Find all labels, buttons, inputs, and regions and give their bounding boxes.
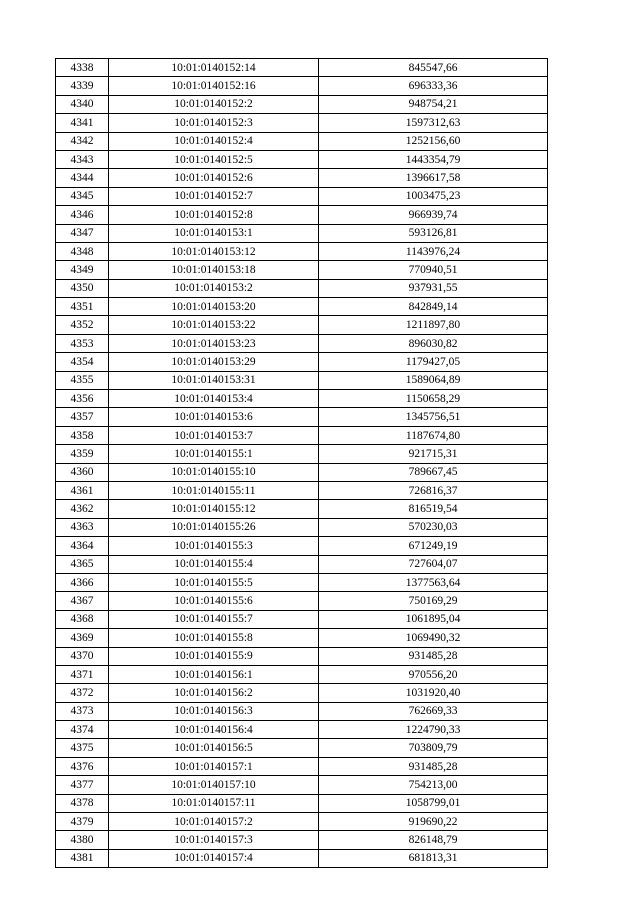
cadastral-value-cell: 1187674,80 — [319, 426, 548, 444]
cadastral-number-cell: 10:01:0140153:20 — [109, 298, 319, 316]
cadastral-value-cell: 1252156,60 — [319, 132, 548, 150]
cadastral-value-cell: 726816,37 — [319, 481, 548, 499]
cadastral-value-cell: 1589064,89 — [319, 371, 548, 389]
row-number-cell: 4345 — [56, 187, 109, 205]
row-number-cell: 4381 — [56, 849, 109, 867]
table-row — [56, 224, 548, 242]
cadastral-number-cell: 10:01:0140156:1 — [109, 665, 319, 683]
cadastral-number-cell: 10:01:0140152:3 — [109, 114, 319, 132]
cadastral-number-cell: 10:01:0140155:26 — [109, 518, 319, 536]
cadastral-value-cell: 931485,28 — [319, 757, 548, 775]
row-number-cell: 4347 — [56, 224, 109, 242]
row-number-cell: 4369 — [56, 629, 109, 647]
cadastral-value-cell: 921715,31 — [319, 445, 548, 463]
table-row — [56, 169, 548, 187]
row-number-cell: 4353 — [56, 334, 109, 352]
table-row — [56, 684, 548, 702]
cadastral-value-cell: 681813,31 — [319, 849, 548, 867]
cadastral-value-cell: 845547,66 — [319, 59, 548, 77]
row-number-cell: 4346 — [56, 206, 109, 224]
cadastral-number-cell: 10:01:0140156:4 — [109, 721, 319, 739]
cadastral-number-cell: 10:01:0140152:5 — [109, 150, 319, 168]
cadastral-number-cell: 10:01:0140156:3 — [109, 702, 319, 720]
table-row — [56, 261, 548, 279]
cadastral-value-cell: 896030,82 — [319, 334, 548, 352]
table-row — [56, 610, 548, 628]
table-row — [56, 592, 548, 610]
cadastral-value-cell: 966939,74 — [319, 206, 548, 224]
cadastral-number-cell: 10:01:0140157:10 — [109, 776, 319, 794]
table-row — [56, 463, 548, 481]
row-number-cell: 4342 — [56, 132, 109, 150]
table-row — [56, 132, 548, 150]
cadastral-value-cell: 1150658,29 — [319, 390, 548, 408]
table-row — [56, 500, 548, 518]
cadastral-number-cell: 10:01:0140157:1 — [109, 757, 319, 775]
table-row — [56, 371, 548, 389]
cadastral-value-cell: 816519,54 — [319, 500, 548, 518]
cadastral-value-cell: 570230,03 — [319, 518, 548, 536]
cadastral-value-cell: 789667,45 — [319, 463, 548, 481]
cadastral-number-cell: 10:01:0140155:10 — [109, 463, 319, 481]
row-number-cell: 4367 — [56, 592, 109, 610]
cadastral-value-cell: 1003475,23 — [319, 187, 548, 205]
cadastral-number-cell: 10:01:0140157:3 — [109, 831, 319, 849]
cadastral-value-cell: 671249,19 — [319, 537, 548, 555]
table-row — [56, 150, 548, 168]
cadastral-number-cell: 10:01:0140155:8 — [109, 629, 319, 647]
cadastral-value-cell: 1396617,58 — [319, 169, 548, 187]
cadastral-value-cell: 1031920,40 — [319, 684, 548, 702]
cadastral-value-cell: 703809,79 — [319, 739, 548, 757]
table-row — [56, 206, 548, 224]
table-row — [56, 647, 548, 665]
table-row — [56, 426, 548, 444]
cadastral-number-cell: 10:01:0140156:2 — [109, 684, 319, 702]
row-number-cell: 4360 — [56, 463, 109, 481]
table-row — [56, 187, 548, 205]
cadastral-value-cell: 1069490,32 — [319, 629, 548, 647]
cadastral-number-cell: 10:01:0140152:6 — [109, 169, 319, 187]
row-number-cell: 4355 — [56, 371, 109, 389]
row-number-cell: 4379 — [56, 813, 109, 831]
cadastral-number-cell: 10:01:0140155:1 — [109, 445, 319, 463]
row-number-cell: 4362 — [56, 500, 109, 518]
cadastral-number-cell: 10:01:0140155:11 — [109, 481, 319, 499]
table-row — [56, 776, 548, 794]
cadastral-value-cell: 826148,79 — [319, 831, 548, 849]
row-number-cell: 4359 — [56, 445, 109, 463]
table-row — [56, 334, 548, 352]
row-number-cell: 4378 — [56, 794, 109, 812]
cadastral-value-cell: 1224790,33 — [319, 721, 548, 739]
cadastral-number-cell: 10:01:0140153:12 — [109, 242, 319, 260]
table-row — [56, 518, 548, 536]
cadastral-number-cell: 10:01:0140157:11 — [109, 794, 319, 812]
row-number-cell: 4380 — [56, 831, 109, 849]
row-number-cell: 4374 — [56, 721, 109, 739]
cadastral-number-cell: 10:01:0140152:4 — [109, 132, 319, 150]
row-number-cell: 4350 — [56, 279, 109, 297]
cadastral-value-cell: 696333,36 — [319, 77, 548, 95]
row-number-cell: 4344 — [56, 169, 109, 187]
cadastral-number-cell: 10:01:0140152:16 — [109, 77, 319, 95]
cadastral-value-cell: 1058799,01 — [319, 794, 548, 812]
table-row — [56, 813, 548, 831]
cadastral-value-cell: 1443354,79 — [319, 150, 548, 168]
table-row — [56, 573, 548, 591]
cadastral-value-cell: 948754,21 — [319, 95, 548, 113]
cadastral-number-cell: 10:01:0140153:31 — [109, 371, 319, 389]
table-row — [56, 408, 548, 426]
cadastral-number-cell: 10:01:0140157:2 — [109, 813, 319, 831]
cadastral-number-cell: 10:01:0140155:5 — [109, 573, 319, 591]
cadastral-value-cell: 970556,20 — [319, 665, 548, 683]
row-number-cell: 4340 — [56, 95, 109, 113]
cadastral-number-cell: 10:01:0140153:6 — [109, 408, 319, 426]
row-number-cell: 4339 — [56, 77, 109, 95]
row-number-cell: 4377 — [56, 776, 109, 794]
table-row — [56, 665, 548, 683]
cadastral-number-cell: 10:01:0140155:4 — [109, 555, 319, 573]
cadastral-number-cell: 10:01:0140152:2 — [109, 95, 319, 113]
cadastral-number-cell: 10:01:0140155:12 — [109, 500, 319, 518]
table-row — [56, 555, 548, 573]
row-number-cell: 4373 — [56, 702, 109, 720]
row-number-cell: 4354 — [56, 353, 109, 371]
table-row — [56, 739, 548, 757]
cadastral-value-cell: 1211897,80 — [319, 316, 548, 334]
cadastral-number-cell: 10:01:0140152:8 — [109, 206, 319, 224]
cadastral-number-cell: 10:01:0140155:6 — [109, 592, 319, 610]
table-row — [56, 831, 548, 849]
cadastral-value-cell: 937931,55 — [319, 279, 548, 297]
cadastral-number-cell: 10:01:0140153:7 — [109, 426, 319, 444]
table-row — [56, 242, 548, 260]
cadastral-number-cell: 10:01:0140156:5 — [109, 739, 319, 757]
table-row — [56, 721, 548, 739]
table-row — [56, 629, 548, 647]
cadastral-value-cell: 593126,81 — [319, 224, 548, 242]
row-number-cell: 4356 — [56, 390, 109, 408]
cadastral-value-cell: 1597312,63 — [319, 114, 548, 132]
row-number-cell: 4366 — [56, 573, 109, 591]
cadastral-value-cell: 842849,14 — [319, 298, 548, 316]
cadastral-number-cell: 10:01:0140155:3 — [109, 537, 319, 555]
table-row — [56, 390, 548, 408]
cadastral-number-cell: 10:01:0140153:2 — [109, 279, 319, 297]
cadastral-value-table — [55, 58, 548, 868]
cadastral-value-cell: 1143976,24 — [319, 242, 548, 260]
table-row — [56, 353, 548, 371]
cadastral-number-cell: 10:01:0140153:29 — [109, 353, 319, 371]
table-row — [56, 298, 548, 316]
table-row — [56, 95, 548, 113]
cadastral-number-cell: 10:01:0140152:7 — [109, 187, 319, 205]
table-row — [56, 279, 548, 297]
cadastral-number-cell: 10:01:0140152:14 — [109, 59, 319, 77]
row-number-cell: 4361 — [56, 481, 109, 499]
row-number-cell: 4358 — [56, 426, 109, 444]
row-number-cell: 4338 — [56, 59, 109, 77]
cadastral-number-cell: 10:01:0140153:22 — [109, 316, 319, 334]
table-row — [56, 794, 548, 812]
row-number-cell: 4365 — [56, 555, 109, 573]
cadastral-number-cell: 10:01:0140153:18 — [109, 261, 319, 279]
cadastral-number-cell: 10:01:0140155:9 — [109, 647, 319, 665]
row-number-cell: 4343 — [56, 150, 109, 168]
table-row — [56, 59, 548, 77]
row-number-cell: 4341 — [56, 114, 109, 132]
cadastral-number-cell: 10:01:0140155:7 — [109, 610, 319, 628]
row-number-cell: 4348 — [56, 242, 109, 260]
row-number-cell: 4372 — [56, 684, 109, 702]
cadastral-number-cell: 10:01:0140153:23 — [109, 334, 319, 352]
table-row — [56, 481, 548, 499]
row-number-cell: 4364 — [56, 537, 109, 555]
row-number-cell: 4363 — [56, 518, 109, 536]
cadastral-value-cell: 919690,22 — [319, 813, 548, 831]
row-number-cell: 4371 — [56, 665, 109, 683]
cadastral-value-cell: 727604,07 — [319, 555, 548, 573]
row-number-cell: 4376 — [56, 757, 109, 775]
row-number-cell: 4370 — [56, 647, 109, 665]
cadastral-value-cell: 750169,29 — [319, 592, 548, 610]
table-body — [56, 59, 548, 868]
cadastral-number-cell: 10:01:0140153:4 — [109, 390, 319, 408]
table-row — [56, 702, 548, 720]
table-row — [56, 537, 548, 555]
row-number-cell: 4352 — [56, 316, 109, 334]
table-row — [56, 849, 548, 867]
table-row — [56, 316, 548, 334]
cadastral-value-cell: 1179427,05 — [319, 353, 548, 371]
cadastral-number-cell: 10:01:0140157:4 — [109, 849, 319, 867]
cadastral-value-cell: 754213,00 — [319, 776, 548, 794]
cadastral-value-cell: 762669,33 — [319, 702, 548, 720]
cadastral-number-cell: 10:01:0140153:1 — [109, 224, 319, 242]
row-number-cell: 4368 — [56, 610, 109, 628]
row-number-cell: 4375 — [56, 739, 109, 757]
cadastral-value-cell: 931485,28 — [319, 647, 548, 665]
table-row — [56, 757, 548, 775]
cadastral-value-cell: 1345756,51 — [319, 408, 548, 426]
table-row — [56, 445, 548, 463]
row-number-cell: 4351 — [56, 298, 109, 316]
cadastral-value-cell: 770940,51 — [319, 261, 548, 279]
table-row — [56, 77, 548, 95]
row-number-cell: 4357 — [56, 408, 109, 426]
row-number-cell: 4349 — [56, 261, 109, 279]
cadastral-value-cell: 1377563,64 — [319, 573, 548, 591]
cadastral-value-cell: 1061895,04 — [319, 610, 548, 628]
table-row — [56, 114, 548, 132]
